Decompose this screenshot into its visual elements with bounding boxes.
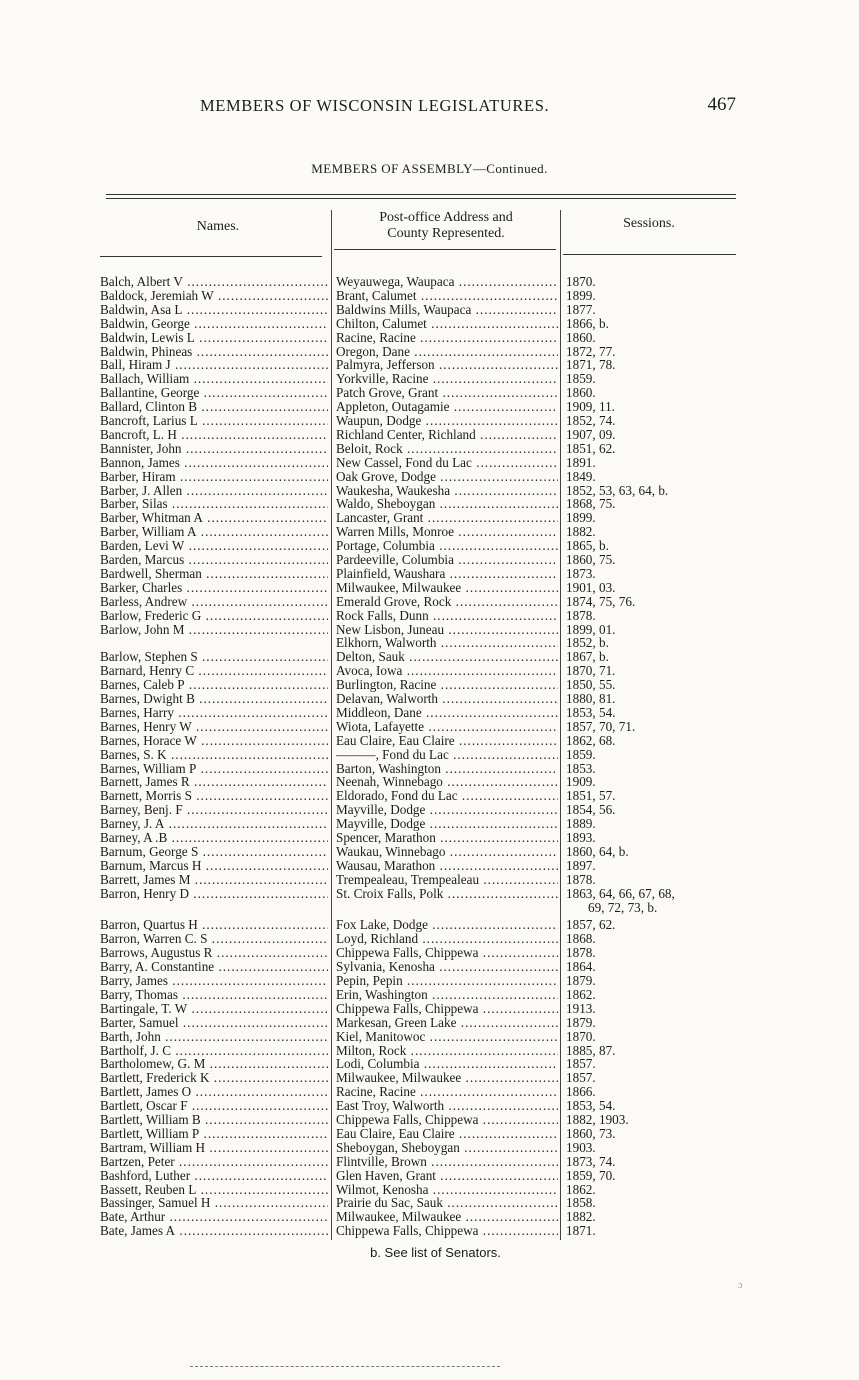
member-address: Kiel, Manitowoc ..... (336, 1030, 558, 1044)
table-row (0, 581, 859, 595)
member-name: Bassett, Reuben L ..... (100, 1183, 328, 1197)
table-top-rule (106, 194, 736, 195)
member-name: Barber, Silas ..... (100, 497, 328, 511)
member-sessions: 1871, 78. (566, 357, 616, 373)
table-row (0, 873, 859, 887)
member-name: Bartram, William H ..... (100, 1141, 328, 1155)
member-address: Waupun, Dodge ..... (336, 414, 558, 428)
member-name: Barnes, Henry W ..... (100, 720, 328, 734)
bottom-dashed-rule (190, 1366, 500, 1367)
member-sessions: 1853, 54. (566, 1098, 616, 1114)
member-sessions: 1862. (566, 1181, 596, 1197)
table-row (0, 1113, 859, 1127)
table-row (0, 1085, 859, 1099)
member-sessions: 1851, 57. (566, 788, 616, 804)
member-address: ———, Fond du Lac ..... (336, 748, 558, 762)
member-sessions: 1859. (566, 746, 596, 762)
member-name: Bartingale, T. W ..... (100, 1002, 328, 1016)
member-name: Ball, Hiram J ..... (100, 358, 328, 372)
member-address: Mayville, Dodge ..... (336, 803, 558, 817)
member-sessions-continued: 69, 72, 73, b. (588, 899, 658, 915)
member-name: Bardwell, Sherman ..... (100, 567, 328, 581)
member-name: Bartzen, Peter ..... (100, 1155, 328, 1169)
table-row (0, 692, 859, 706)
member-sessions: 1889. (566, 816, 596, 832)
member-sessions: 1893. (566, 830, 596, 845)
member-sessions: 1862. (566, 986, 596, 1002)
table-row (0, 317, 859, 331)
member-name: Ballach, William ..... (100, 372, 328, 386)
member-name: Barry, A. Constantine ..... (100, 960, 328, 974)
table-row (0, 358, 859, 372)
column-header-address-line2: County Represented. (387, 226, 505, 241)
member-name: Barnes, Dwight B ..... (100, 692, 328, 706)
member-address: Lodi, Columbia ..... (336, 1057, 558, 1071)
table-row (0, 734, 859, 748)
member-sessions: 1866, b. (566, 315, 609, 331)
member-address: Avoca, Iowa ..... (336, 664, 558, 678)
member-sessions: 1901, 03. (566, 579, 616, 595)
member-name: Bartholf, J. C ..... (100, 1044, 328, 1058)
member-address: Burlington, Racine ..... (336, 678, 558, 692)
table-row (0, 1044, 859, 1058)
table-row (0, 1183, 859, 1197)
member-sessions: 1860. (566, 329, 596, 345)
table-row (0, 1127, 859, 1141)
table-row (0, 289, 859, 303)
member-name: Bartlett, Frederick K ..... (100, 1071, 328, 1085)
member-name: Barth, John ..... (100, 1030, 328, 1044)
table-row (0, 525, 859, 539)
member-sessions: 1903. (566, 1139, 596, 1155)
member-sessions: 1865, b. (566, 538, 609, 554)
member-name: Balch, Albert V ..... (100, 275, 328, 289)
table-row (0, 595, 859, 609)
member-address: Chippewa Falls, Chippewa ..... (336, 1113, 558, 1127)
table-row (0, 960, 859, 974)
member-sessions: 1860. (566, 385, 596, 401)
member-sessions: 1857, 70, 71. (566, 718, 636, 734)
member-address: Trempealeau, Trempealeau ..... (336, 873, 558, 887)
member-name: Bancroft, Larius L ..... (100, 414, 328, 428)
member-address: Yorkville, Racine ..... (336, 372, 558, 386)
names-header-rule (100, 256, 322, 257)
member-address: Chilton, Calumet ..... (336, 317, 558, 331)
table-row (0, 1071, 859, 1085)
column-header-address-line1: Post-office Address and (379, 210, 513, 225)
table-row (0, 1002, 859, 1016)
table-row (0, 636, 859, 650)
member-sessions: 1872, 77. (566, 343, 616, 359)
member-address: Beloit, Rock ..... (336, 442, 558, 456)
member-address: Sylvania, Kenosha ..... (336, 960, 558, 974)
page-speck: ɔ (738, 1280, 743, 1291)
member-address: Milton, Rock ..... (336, 1044, 558, 1058)
member-name: Barlow, Stephen S ..... (100, 650, 328, 664)
column-header-address (334, 210, 558, 242)
table-row (0, 1210, 859, 1224)
member-address: Milwaukee, Milwaukee ..... (336, 581, 558, 595)
member-address: Warren Mills, Monroe ..... (336, 525, 558, 539)
table-row (0, 303, 859, 317)
member-address: Glen Haven, Grant ..... (336, 1169, 558, 1183)
member-sessions: 1885, 87. (566, 1042, 616, 1058)
table-row (0, 859, 859, 873)
member-sessions: 1868. (566, 931, 596, 947)
member-sessions: 1878. (566, 607, 596, 623)
member-sessions: 1853, 54. (566, 704, 616, 720)
table-row (0, 497, 859, 511)
member-sessions: 1907, 09. (566, 426, 616, 442)
member-name: Barnes, William P ..... (100, 762, 328, 776)
member-name: Barry, Thomas ..... (100, 988, 328, 1002)
member-address: Fox Lake, Dodge ..... (336, 918, 558, 932)
member-address: Waukesha, Waukesha ..... (336, 484, 558, 498)
table-row (0, 386, 859, 400)
member-name: Barney, Benj. F ..... (100, 803, 328, 817)
member-name: Barry, James ..... (100, 974, 328, 988)
member-address: Neenah, Winnebago ..... (336, 775, 558, 789)
table-row (0, 1169, 859, 1183)
member-name: Baldwin, George ..... (100, 317, 328, 331)
member-address: Elkhorn, Walworth ..... (336, 636, 558, 650)
table-row (0, 345, 859, 359)
member-name: Barnard, Henry C ..... (100, 664, 328, 678)
member-sessions: 1870. (566, 1028, 596, 1044)
table-row (0, 775, 859, 789)
member-sessions: 1873. (566, 565, 596, 581)
member-address: Eau Claire, Eau Claire ..... (336, 1127, 558, 1141)
member-sessions: 1880, 81. (566, 691, 616, 706)
member-address: Appleton, Outagamie ..... (336, 400, 558, 414)
member-name: Barnett, James R ..... (100, 775, 328, 789)
table-row (0, 1224, 859, 1238)
member-address: Sheboygan, Sheboygan ..... (336, 1141, 558, 1155)
member-sessions: 1858. (566, 1195, 596, 1211)
member-name: Baldock, Jeremiah W ..... (100, 289, 328, 303)
table-row (0, 414, 859, 428)
table-row (0, 470, 859, 484)
member-sessions: 1857. (566, 1070, 596, 1086)
member-name: Barnum, George S ..... (100, 845, 328, 859)
member-sessions: 1882, 1903. (566, 1112, 629, 1127)
member-name: Barron, Quartus H ..... (100, 918, 328, 932)
member-address: Rock Falls, Dunn ..... (336, 609, 558, 623)
member-sessions: 1866. (566, 1084, 596, 1100)
member-address: Chippewa Falls, Chippewa ..... (336, 1002, 558, 1016)
member-name: Bartlett, William B ..... (100, 1113, 328, 1127)
member-name: Barnes, Harry ..... (100, 706, 328, 720)
member-sessions: 1852, 74. (566, 413, 616, 428)
member-address: Racine, Racine ..... (336, 331, 558, 345)
member-address: East Troy, Walworth ..... (336, 1099, 558, 1113)
member-address: Mayville, Dodge ..... (336, 817, 558, 831)
member-name: Barney, J. A ..... (100, 817, 328, 831)
table-row (0, 918, 859, 932)
member-address: Chippewa Falls, Chippewa ..... (336, 1224, 558, 1238)
table-row (0, 650, 859, 664)
member-name: Barney, A .B ..... (100, 831, 328, 845)
table-top-rule-double (106, 198, 736, 199)
member-address: Delavan, Walworth ..... (336, 692, 558, 706)
member-sessions: 1879. (566, 1014, 596, 1030)
member-name: Bannon, James ..... (100, 456, 328, 470)
member-sessions: 1849. (566, 468, 596, 484)
member-address: Delton, Sauk ..... (336, 650, 558, 664)
member-sessions: 1899. (566, 287, 596, 303)
member-sessions: 1857, 62. (566, 917, 616, 933)
table-row (0, 331, 859, 345)
member-name: Barnum, Marcus H ..... (100, 859, 328, 873)
member-sessions: 1862, 68. (566, 732, 616, 748)
member-sessions: 1891. (566, 454, 596, 470)
member-sessions: 1909. (566, 774, 596, 790)
member-address: New Cassel, Fond du Lac ..... (336, 456, 558, 470)
table-row (0, 442, 859, 456)
footnote: b. See list of Senators. (370, 1245, 501, 1260)
table-row (0, 1057, 859, 1071)
running-head (200, 96, 740, 120)
member-address: Waldo, Sheboygan ..... (336, 497, 558, 511)
member-name: Barber, Hiram ..... (100, 470, 328, 484)
member-sessions: 1864. (566, 959, 596, 975)
table-row (0, 1099, 859, 1113)
member-name: Barber, J. Allen ..... (100, 484, 328, 498)
table-row (0, 789, 859, 803)
page-number: 467 (707, 94, 736, 115)
table-row (0, 845, 859, 859)
member-name: Bancroft, L. H ..... (100, 428, 328, 442)
table-row (0, 623, 859, 637)
member-name: Barnes, Horace W ..... (100, 734, 328, 748)
member-address: Wiota, Lafayette ..... (336, 720, 558, 734)
member-address: Oak Grove, Dodge ..... (336, 470, 558, 484)
member-sessions: 1882. (566, 524, 596, 540)
member-address: Wausau, Marathon ..... (336, 859, 558, 873)
member-sessions: 1873, 74. (566, 1153, 616, 1169)
member-address: St. Croix Falls, Polk ..... (336, 887, 558, 901)
table-row (0, 484, 859, 498)
table-row (0, 974, 859, 988)
member-name: Bartholomew, G. M ..... (100, 1057, 328, 1071)
member-name: Baldwin, Phineas ..... (100, 345, 328, 359)
member-address: Lancaster, Grant ..... (336, 511, 558, 525)
member-address: Waukau, Winnebago ..... (336, 845, 558, 859)
member-sessions: 1857. (566, 1056, 596, 1072)
member-name: Baldwin, Asa L ..... (100, 303, 328, 317)
table-row (0, 400, 859, 414)
member-address: Oregon, Dane ..... (336, 345, 558, 359)
member-sessions: 1860, 73. (566, 1125, 616, 1141)
table-row (0, 1155, 859, 1169)
table-row (0, 932, 859, 946)
table-row (0, 678, 859, 692)
member-name: Bannister, John ..... (100, 442, 328, 456)
member-address: Racine, Racine ..... (336, 1085, 558, 1099)
member-name: Barrett, James M ..... (100, 873, 328, 887)
table-row (0, 762, 859, 776)
table-row (0, 803, 859, 817)
member-name: Bassinger, Samuel H ..... (100, 1196, 328, 1210)
member-sessions: 1867, b. (566, 649, 609, 665)
member-sessions: 1860, 75. (566, 552, 616, 567)
table-row (0, 946, 859, 960)
member-name: Barnes, S. K ..... (100, 748, 328, 762)
member-sessions: 1878. (566, 871, 596, 887)
member-name: Barron, Henry D ..... (100, 887, 328, 901)
member-name: Bartlett, Oscar F ..... (100, 1099, 328, 1113)
member-address: Markesan, Green Lake ..... (336, 1016, 558, 1030)
table-row (0, 988, 859, 1002)
table-row (0, 372, 859, 386)
table-row (0, 720, 859, 734)
member-address: Chippewa Falls, Chippewa ..... (336, 946, 558, 960)
member-address: Richland Center, Richland ..... (336, 428, 558, 442)
member-address: Pardeeville, Columbia ..... (336, 553, 558, 567)
member-address: Eldorado, Fond du Lac ..... (336, 789, 558, 803)
member-name: Barless, Andrew ..... (100, 595, 328, 609)
sessions-header-rule (563, 254, 736, 255)
table-row (0, 567, 859, 581)
member-sessions: 1878. (566, 945, 596, 961)
member-address: Portage, Columbia ..... (336, 539, 558, 553)
member-sessions: 1909, 11. (566, 399, 615, 415)
running-title: MEMBERS OF WISCONSIN LEGISLATURES. (200, 96, 550, 115)
member-sessions: 1854, 56. (566, 802, 616, 818)
member-sessions: 1870, 71. (566, 663, 616, 679)
member-sessions: 1853. (566, 760, 596, 776)
member-name: Barnett, Morris S ..... (100, 789, 328, 803)
member-address: Erin, Washington ..... (336, 988, 558, 1002)
member-address: Loyd, Richland ..... (336, 932, 558, 946)
member-sessions: 1860, 64, b. (566, 843, 629, 859)
member-sessions: 1874, 75, 76. (566, 593, 636, 609)
member-address: Baldwins Mills, Waupaca ..... (336, 303, 558, 317)
member-address: Brant, Calumet ..... (336, 289, 558, 303)
table-row (0, 1030, 859, 1044)
member-sessions: 1852, 53, 63, 64, b. (566, 482, 669, 498)
member-name: Bate, James A ..... (100, 1224, 328, 1238)
address-header-rule (334, 249, 556, 250)
member-name: Baldwin, Lewis L ..... (100, 331, 328, 345)
table-row (0, 706, 859, 720)
member-name: Barlow, Frederic G ..... (100, 609, 328, 623)
member-sessions: 1897. (566, 857, 596, 873)
member-sessions: 1899. (566, 510, 596, 526)
member-name: Bashford, Luther ..... (100, 1169, 328, 1183)
member-address: Barton, Washington ..... (336, 762, 558, 776)
member-name: Barter, Samuel ..... (100, 1016, 328, 1030)
member-address: New Lisbon, Juneau ..... (336, 623, 558, 637)
member-sessions: 1882. (566, 1209, 596, 1225)
member-sessions: 1859, 70. (566, 1167, 616, 1183)
table-row (0, 553, 859, 567)
member-name: Bartlett, William P ..... (100, 1127, 328, 1141)
column-header-sessions: Sessions. (623, 216, 675, 231)
member-sessions: 1879. (566, 973, 596, 988)
member-address: Milwaukee, Milwaukee ..... (336, 1210, 558, 1224)
table-row (0, 539, 859, 553)
member-sessions: 1899, 01. (566, 621, 616, 637)
member-sessions: 1850, 55. (566, 677, 616, 693)
member-address: Emerald Grove, Rock ..... (336, 595, 558, 609)
member-name: Barden, Marcus ..... (100, 553, 328, 567)
member-name: Barnes, Caleb P ..... (100, 678, 328, 692)
member-sessions: 1871. (566, 1223, 596, 1239)
table-row (0, 748, 859, 762)
member-sessions: 1877. (566, 301, 596, 317)
member-address: Prairie du Sac, Sauk ..... (336, 1196, 558, 1210)
member-sessions: 1870. (566, 274, 596, 289)
member-sessions: 1868, 75. (566, 496, 616, 512)
member-name: Barber, William A ..... (100, 525, 328, 539)
member-sessions: 1863, 64, 66, 67, 68, (566, 885, 675, 901)
member-address: Weyauwega, Waupaca ..... (336, 275, 558, 289)
member-address: Plainfield, Waushara ..... (336, 567, 558, 581)
member-address: Middleon, Dane ..... (336, 706, 558, 720)
member-name: Ballard, Clinton B ..... (100, 400, 328, 414)
member-address: Eau Claire, Eau Claire ..... (336, 734, 558, 748)
member-sessions: 1852, b. (566, 635, 609, 651)
member-address: Palmyra, Jefferson ..... (336, 358, 558, 372)
member-sessions: 1913. (566, 1000, 596, 1016)
member-address: Milwaukee, Milwaukee ..... (336, 1071, 558, 1085)
table-row (0, 817, 859, 831)
table-row (0, 664, 859, 678)
member-name: Barrows, Augustus R ..... (100, 946, 328, 960)
table-row (0, 275, 859, 289)
table-row (0, 1016, 859, 1030)
table-row (0, 609, 859, 623)
member-name: Bate, Arthur ..... (100, 1210, 328, 1224)
member-name: Barker, Charles ..... (100, 581, 328, 595)
table-row (0, 428, 859, 442)
member-address: Spencer, Marathon ..... (336, 831, 558, 845)
table-row (0, 1141, 859, 1155)
member-address: Flintville, Brown ..... (336, 1155, 558, 1169)
table-row (0, 1196, 859, 1210)
member-name: Barron, Warren C. S ..... (100, 932, 328, 946)
member-address: Patch Grove, Grant ..... (336, 386, 558, 400)
member-name: Barden, Levi W ..... (100, 539, 328, 553)
member-address: Wilmot, Kenosha ..... (336, 1183, 558, 1197)
table-row (0, 831, 859, 845)
member-name: Barber, Whitman A ..... (100, 511, 328, 525)
member-address: Pepin, Pepin ..... (336, 974, 558, 988)
table-row (0, 456, 859, 470)
column-header-names: Names. (196, 219, 240, 234)
member-name: Bartlett, James O ..... (100, 1085, 328, 1099)
table-row (0, 511, 859, 525)
member-name: Ballantine, George ..... (100, 386, 328, 400)
member-sessions: 1859. (566, 371, 596, 387)
table-row (0, 885, 859, 915)
member-sessions: 1851, 62. (566, 440, 616, 456)
section-title: MEMBERS OF ASSEMBLY—Continued. (311, 161, 548, 176)
member-name: Barlow, John M ..... (100, 623, 328, 637)
